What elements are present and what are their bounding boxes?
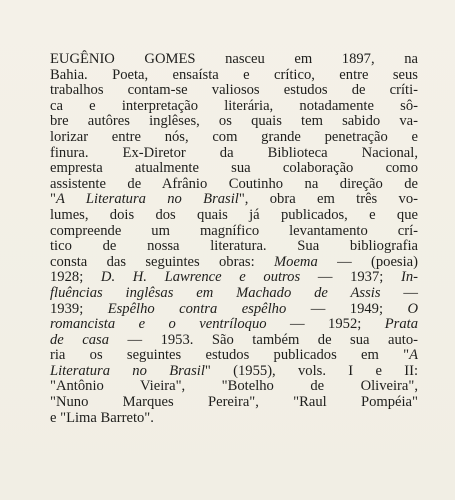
text-line bbox=[50, 286, 418, 302]
text-line bbox=[50, 177, 418, 193]
text-line bbox=[50, 114, 418, 130]
text-line bbox=[50, 255, 418, 271]
text-line bbox=[50, 364, 418, 380]
text-line bbox=[50, 379, 418, 395]
text-segment: tico de nossa literatura. Sua bibliografia bbox=[50, 238, 418, 255]
text-segment: ria os seguintes estudos publicados em " bbox=[50, 347, 410, 364]
italic-title-text: romancista e o ventríloquo bbox=[50, 316, 267, 333]
italic-title-text: Espêlho contra espêlho bbox=[107, 300, 287, 317]
text-segment: lorizar entre nós, com grande penetração e bbox=[50, 128, 418, 145]
text-line bbox=[50, 52, 418, 68]
text-segment: e "Lima Barreto". bbox=[50, 409, 154, 426]
text-segment: — 1937; bbox=[300, 269, 401, 286]
italic-title-text: fluências inglêsas em Machado de Assis bbox=[50, 284, 381, 301]
text-line bbox=[50, 411, 418, 427]
text-segment: — (poesia) bbox=[317, 253, 418, 270]
text-segment: — 1953. São também de sua auto- bbox=[109, 331, 418, 348]
text-segment: empresta atualmente sua colaboração como bbox=[50, 160, 418, 177]
italic-title-text: de casa bbox=[50, 331, 110, 348]
text-segment: lumes, dois dos quais já publicados, e que bbox=[50, 206, 418, 223]
text-line bbox=[50, 146, 418, 162]
italic-title-text: Moema bbox=[273, 253, 318, 270]
text-segment: — bbox=[380, 284, 418, 301]
text-segment: finura. Ex-Diretor da Biblioteca Nacional, bbox=[50, 144, 418, 161]
italic-title-text: In- bbox=[400, 269, 419, 286]
text-line bbox=[50, 68, 418, 84]
text-line bbox=[50, 130, 418, 146]
text-segment: 1939; bbox=[50, 300, 108, 317]
text-line bbox=[50, 348, 418, 364]
italic-title-text: O bbox=[407, 300, 418, 317]
text-line bbox=[50, 224, 418, 240]
text-segment: — 1949; bbox=[286, 300, 408, 317]
text-segment: EUGÊNIO GOMES nasceu em 1897, na bbox=[50, 51, 418, 67]
italic-title-text: A Literatura no Brasil bbox=[55, 191, 239, 208]
author-biography-paragraph bbox=[50, 52, 418, 426]
text-line bbox=[50, 208, 418, 224]
text-segment: " bbox=[50, 191, 56, 208]
text-segment: ca e interpretação literária, notadamente sô- bbox=[50, 97, 418, 114]
italic-title-text: Literatura no Brasil bbox=[50, 362, 205, 379]
text-line bbox=[50, 317, 418, 333]
text-segment: ", obra em três vo- bbox=[238, 191, 418, 208]
text-line bbox=[50, 270, 418, 286]
text-segment: bre autôres inglêses, os quais tem sabido va- bbox=[50, 113, 418, 130]
text-segment: consta das seguintes obras: bbox=[50, 253, 274, 270]
text-segment: assistente de Afrânio Coutinho na direção de bbox=[50, 175, 418, 192]
text-line bbox=[50, 83, 418, 99]
text-segment: "Nuno Marques Pereira", "Raul Pompéia" bbox=[50, 394, 418, 411]
text-segment: " (1955), vols. I e II: bbox=[204, 362, 419, 379]
italic-title-text: A bbox=[409, 347, 418, 364]
text-segment: — 1952; bbox=[266, 316, 385, 333]
text-line bbox=[50, 99, 418, 115]
text-segment: Bahia. Poeta, ensaísta e crítico, entre seus bbox=[50, 66, 418, 83]
text-line bbox=[50, 333, 418, 349]
text-line bbox=[50, 302, 418, 318]
text-line bbox=[50, 161, 418, 177]
text-segment: "Antônio Vieira", "Botelho de Oliveira", bbox=[50, 378, 418, 395]
text-line bbox=[50, 239, 418, 255]
italic-title-text: D. H. Lawrence e outros bbox=[100, 269, 301, 286]
text-segment: trabalhos contam-se valiosos estudos de críti- bbox=[50, 82, 418, 99]
text-segment: compreende um magnífico levantamento crí- bbox=[50, 222, 418, 239]
italic-title-text: Prata bbox=[384, 316, 418, 333]
text-segment: 1928; bbox=[50, 269, 101, 286]
text-line bbox=[50, 395, 418, 411]
text-line bbox=[50, 192, 418, 208]
